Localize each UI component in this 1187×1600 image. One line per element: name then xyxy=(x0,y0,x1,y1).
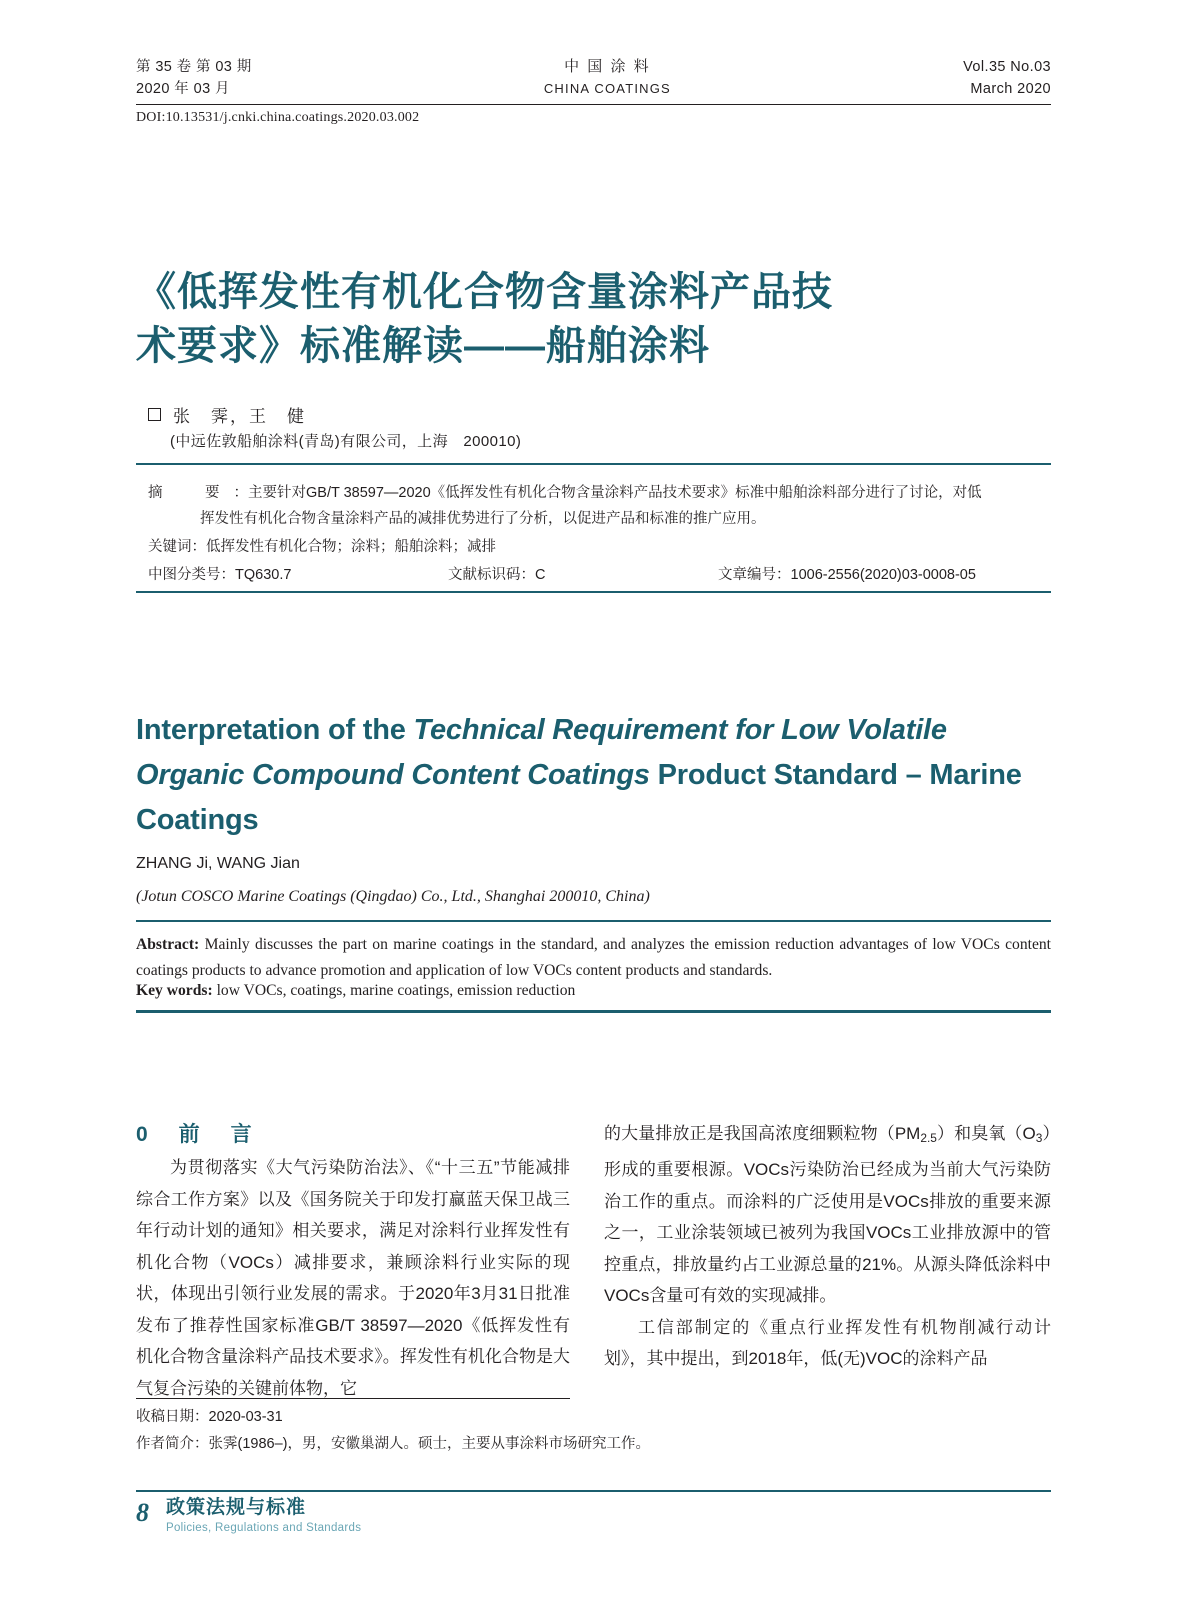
received-date: 收稿日期：2020-03-31 xyxy=(136,1409,283,1425)
classification-row xyxy=(148,563,1028,584)
body-text-c: ）形成的重要根源。VOCs污染防治已经成为当前大气污染防治工作的重点。而涂料的广泛使用是VOCs排放的重要来源之一，工业涂装领域已被列为我国VOCs工业排放源中的管控重点，排放量约占工业源总量的21%。从源头降低涂料中VOCs含量可有效的实现减排。 xyxy=(604,1124,1052,1306)
article-title-en xyxy=(136,708,1041,843)
article-title-en-part2: Product Standard – Marine Coatings xyxy=(136,759,1022,836)
body-column-left xyxy=(136,1152,570,1404)
document-code: 文献标识码：C xyxy=(448,567,546,583)
authors-cn xyxy=(148,402,306,427)
volume-issue-en: Vol.35 No.03 xyxy=(963,59,1051,75)
footer-section-cn: 政策法规与标准 xyxy=(166,1497,307,1518)
header-divider xyxy=(136,104,1051,105)
keywords-en-text: low VOCs, coatings, marine coatings, emission reduction xyxy=(212,982,576,999)
volume-issue: 第 35 卷 第 03 期 xyxy=(136,59,252,75)
footnote-rule xyxy=(136,1398,570,1399)
article-title-cn-line1: 《低挥发性有机化合物含量涂料产品技 xyxy=(136,270,833,314)
article-title-cn xyxy=(136,265,1056,373)
abstract-cn-bottom-rule xyxy=(136,591,1051,593)
abstract-en-top-rule xyxy=(136,920,1051,922)
body-column-right xyxy=(604,1118,1051,1375)
footer-section-en: Policies, Regulations and Standards xyxy=(166,1522,362,1534)
ozone-subscript: 3 xyxy=(1035,1130,1043,1145)
authors-en: ZHANG Ji, WANG Jian xyxy=(136,855,300,872)
abstract-cn-top-rule xyxy=(136,463,1051,465)
footer-section-label xyxy=(166,1496,361,1536)
body-text-b: ）和臭氧（O xyxy=(936,1124,1036,1143)
journal-title-cn: 中 国 涂 料 xyxy=(564,58,651,75)
body-paragraph xyxy=(604,1118,1051,1312)
article-title-en-standard-name: Technical Requirement for Low Volatile Organic Compound Content Coatings xyxy=(136,714,947,791)
running-head-center xyxy=(544,56,671,100)
author-marker-icon xyxy=(148,408,161,421)
running-head-right xyxy=(963,56,1051,100)
abstract-cn-line1: ：主要针对GB/T 38597—2020《低挥发性有机化合物含量涂料产品技术要求》标准中船舶涂料部分进行了讨论，对低 xyxy=(233,485,982,501)
footnotes xyxy=(136,1404,896,1458)
issue-date-cn: 2020 年 03 月 xyxy=(136,81,230,97)
page-number: 8 xyxy=(136,1498,149,1527)
pm-subscript: 2.5 xyxy=(920,1130,937,1145)
body-text-a: 的大量排放正是我国高浓度细颗粒物（PM xyxy=(604,1124,921,1143)
abstract-en-label: Abstract: xyxy=(136,936,200,953)
keywords-en-label: Key words: xyxy=(136,982,213,999)
affiliation-en: (Jotun COSCO Marine Coatings (Qingdao) Co., Ltd., Shanghai 200010, China) xyxy=(136,888,650,905)
article-id: 文章编号：1006-2556(2020)03-0008-05 xyxy=(718,567,976,583)
doi-text: DOI:10.13531/j.cnki.china.coatings.2020.03.002 xyxy=(136,110,420,125)
journal-title-en: CHINA COATINGS xyxy=(543,81,671,96)
abstract-cn-line2: 挥发性有机化合物含量涂料产品的减排优势进行了分析，以促进产品和标准的推广应用。 xyxy=(200,511,766,527)
issue-date-en: March 2020 xyxy=(970,81,1051,97)
abstract-cn xyxy=(148,480,1038,532)
keywords-cn: 关键词：低挥发性有机化合物；涂料；船舶涂料；减排 xyxy=(148,539,496,555)
authors-cn-text: 张 霁，王 健 xyxy=(173,407,306,426)
running-head-left xyxy=(136,56,252,100)
author-bio: 作者简介：张霁(1986–)，男，安徽巢湖人。硕士，主要从事涂料市场研究工作。 xyxy=(136,1436,650,1452)
article-title-en-part1: Interpretation of the xyxy=(136,714,414,746)
abstract-cn-label: 摘 要 xyxy=(148,485,234,501)
body-paragraph: 工信部制定的《重点行业挥发性有机物削减行动计划》，其中提出，到2018年，低(无)VOC的涂料产品 xyxy=(604,1317,1051,1369)
keywords-en xyxy=(136,978,1051,1004)
running-head xyxy=(136,56,1051,100)
footer-rule xyxy=(136,1490,1051,1492)
article-title-cn-line2: 术要求》标准解读——船舶涂料 xyxy=(136,324,710,368)
abstract-en xyxy=(136,932,1051,984)
page-footer xyxy=(136,1496,361,1536)
section-heading-0: 0 前 言 xyxy=(136,1123,257,1146)
affiliation-cn: (中远佐敦船舶涂料(青岛)有限公司，上海 200010) xyxy=(170,433,522,450)
abstract-en-bottom-rule xyxy=(136,1010,1051,1013)
abstract-en-text: Mainly discusses the part on marine coatings in the standard, and analyzes the emission reduction advantages of low VOCs content coatings products to advance promotion and application of low VOCs content products and standards. xyxy=(136,936,1051,979)
clc-number: 中图分类号：TQ630.7 xyxy=(148,567,292,583)
body-paragraph: 为贯彻落实《大气污染防治法》、《“十三五”节能减排综合工作方案》以及《国务院关于印发打赢蓝天保卫战三年行动计划的通知》相关要求，满足对涂料行业挥发性有机化合物（VOCs）减排要求，兼顾涂料行业实际的现状，体现出引领行业发展的需求。于2020年3月31日批准发布了推荐性国家标准GB/T 38597—2020《低挥发性有机化合物含量涂料产品技术要求》。挥发性有机化合物是大气复合污染的关键前体物，它 xyxy=(136,1158,570,1398)
